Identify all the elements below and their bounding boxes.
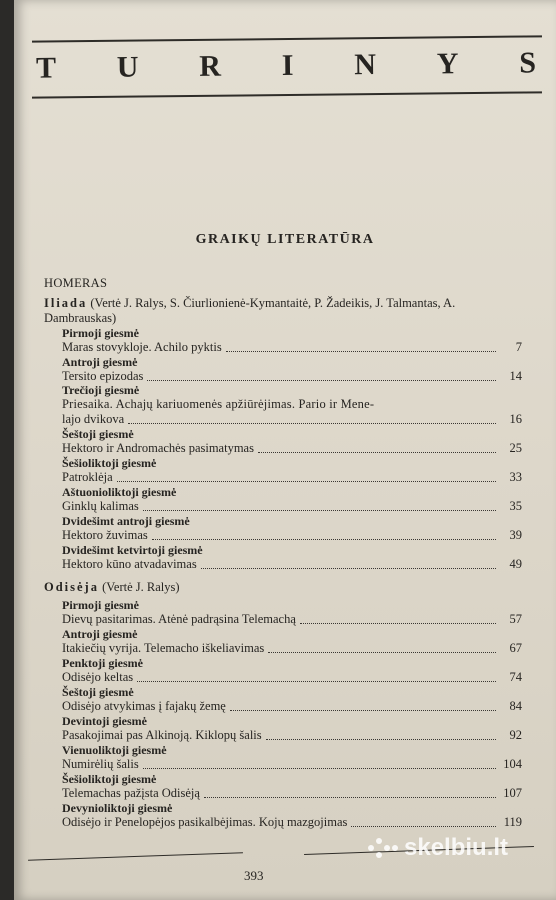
- leader-dots: [230, 710, 496, 711]
- toc-entry-text: Itakiečių vyrija. Telemacho iškeliavimas: [62, 641, 265, 655]
- leader-dots: [268, 652, 496, 653]
- song-heading: Šeštoji giesmė: [62, 685, 134, 699]
- toc-entry-text: Odisėjo ir Penelopėjos pasikalbėjimas. Kojų mazgojimas: [62, 815, 348, 829]
- song-heading: Aštuonioliktoji giesmė: [62, 485, 177, 499]
- toc-entry[interactable]: [62, 340, 522, 355]
- work-iliada: [44, 296, 504, 326]
- heading-rule-bottom: [32, 91, 542, 98]
- toc-entry[interactable]: [62, 641, 522, 656]
- song-heading: Antroji giesmė: [62, 355, 138, 369]
- toc-entry-text: Numirėlių šalis: [62, 757, 139, 771]
- song-heading: Šeštoji giesmė: [62, 427, 134, 441]
- toc-entry[interactable]: [62, 815, 522, 830]
- page-number: 393: [244, 868, 264, 883]
- page-ref: 104: [503, 757, 522, 771]
- work-title: Iliada: [44, 296, 88, 310]
- page-ref: 39: [509, 528, 522, 542]
- toc-entry[interactable]: [62, 757, 522, 772]
- book-page: [14, 0, 556, 900]
- toc-entry-text: Ginklų kalimas: [62, 499, 139, 513]
- leader-dots: [143, 768, 496, 769]
- page-ref: 119: [503, 815, 522, 829]
- page-ref: 35: [509, 499, 522, 513]
- page-ref: 57: [509, 612, 522, 626]
- toc-entry[interactable]: [62, 499, 522, 514]
- page-ref: 7: [515, 340, 522, 354]
- song-heading: Pirmoji giesmė: [62, 598, 139, 612]
- toc-entry-text: Hektoro ir Andromachės pasimatymas: [62, 441, 254, 455]
- page-ref: 25: [509, 441, 522, 455]
- section-title: GRAIKŲ LITERATŪRA: [195, 232, 375, 247]
- toc-entry-text: Maras stovykloje. Achilo pyktis: [62, 340, 222, 354]
- leader-dots: [137, 681, 496, 682]
- leader-dots: [128, 423, 496, 424]
- watermark-logo-icon: [368, 838, 398, 858]
- toc-entry-text: Patroklėja: [62, 470, 113, 484]
- song-heading: Devynioliktoji giesmė: [62, 801, 173, 815]
- watermark: [368, 834, 508, 862]
- leader-dots: [201, 568, 496, 569]
- toc-entry[interactable]: [62, 670, 522, 685]
- song-heading: Pirmoji giesmė: [62, 326, 139, 340]
- heading-letter: S: [519, 46, 537, 80]
- leader-dots: [204, 797, 496, 798]
- song-heading: Vienuoliktoji giesmė: [62, 743, 167, 757]
- heading-letter: Y: [436, 47, 459, 81]
- leader-dots: [117, 481, 496, 482]
- work-credit: (Vertė J. Ralys, S. Čiurlionienė-Kymantaitė, P. Žadeikis, J. Talmantas, A. Dambrauskas): [44, 296, 456, 325]
- toc-entry-text: Telemachas pažįsta Odisėją: [62, 786, 200, 800]
- heading-letter: N: [354, 48, 377, 82]
- watermark-text: skelbiu.lt: [404, 834, 509, 861]
- leader-dots: [266, 739, 496, 740]
- toc-entry-text: Odisėjo atvykimas į fajakų žemę: [62, 699, 226, 713]
- leader-dots: [147, 380, 496, 381]
- page-ref: 67: [509, 641, 522, 655]
- page-ref: 16: [509, 412, 522, 426]
- toc-entry[interactable]: [62, 397, 522, 427]
- song-heading: Dvidešimt ketvirtoji giesmė: [62, 543, 203, 557]
- work-credit: (Vertė J. Ralys): [98, 580, 180, 594]
- song-heading: Devintoji giesmė: [62, 714, 147, 728]
- song-heading: Šešioliktoji giesmė: [62, 772, 157, 786]
- toc-entry-text: Pasakojimai pas Alkinoją. Kiklopų šalis: [62, 728, 262, 742]
- page-ref: 92: [509, 728, 522, 742]
- toc-entry-text: Odisėjo keltas: [62, 670, 134, 684]
- leader-dots: [258, 452, 496, 453]
- toc-entry-text-line1: Priesaika. Achajų kariuomenės apžiūrėjimas. Pario ir Mene-: [62, 397, 375, 411]
- toc-entry[interactable]: [62, 369, 522, 384]
- footer-rule-left: [28, 852, 243, 861]
- leader-dots: [143, 510, 496, 511]
- heading-letter: U: [116, 50, 139, 84]
- toc-entry[interactable]: [62, 557, 522, 572]
- song-heading: Dvidešimt antroji giesmė: [62, 514, 190, 528]
- toc-entry[interactable]: [62, 470, 522, 485]
- page-ref: 33: [509, 470, 522, 484]
- author-name: HOMERAS: [44, 276, 108, 290]
- page-ref: 84: [509, 699, 522, 713]
- toc-entry[interactable]: [62, 699, 522, 714]
- toc-entry-text-line2: lajo dvikova: [62, 412, 125, 426]
- song-heading: Šešioliktoji giesmė: [62, 456, 157, 470]
- page-ref: 14: [509, 369, 522, 383]
- toc-entry[interactable]: [62, 441, 522, 456]
- leader-dots: [300, 623, 496, 624]
- leader-dots: [226, 351, 496, 352]
- heading-letter: T: [35, 51, 57, 85]
- song-heading: Penktoji giesmė: [62, 656, 143, 670]
- leader-dots: [152, 539, 496, 540]
- page-ref: 107: [503, 786, 522, 800]
- toc-entry[interactable]: [62, 612, 522, 627]
- heading-letter: I: [281, 48, 294, 83]
- song-heading: Antroji giesmė: [62, 627, 138, 641]
- leader-dots: [351, 826, 496, 827]
- page-ref: 49: [509, 557, 522, 571]
- heading-letter: R: [199, 49, 222, 83]
- toc-entry[interactable]: [62, 728, 522, 743]
- song-heading: Trečioji giesmė: [62, 383, 140, 397]
- toc-entry[interactable]: [62, 786, 522, 801]
- toc-entry-text: Hektoro kūno atvadavimas: [62, 557, 197, 571]
- toc-entry-text: Hektoro žuvimas: [62, 528, 148, 542]
- work-title: Odisėja: [44, 580, 99, 594]
- toc-entry[interactable]: [62, 528, 522, 543]
- toc-entry-text: Dievų pasitarimas. Atėnė padrąsina Telemachą: [62, 612, 296, 626]
- page-ref: 74: [509, 670, 522, 684]
- page-heading: [32, 39, 540, 92]
- toc-entry-text: Tersito epizodas: [62, 369, 144, 383]
- work-odiseja: [44, 580, 504, 595]
